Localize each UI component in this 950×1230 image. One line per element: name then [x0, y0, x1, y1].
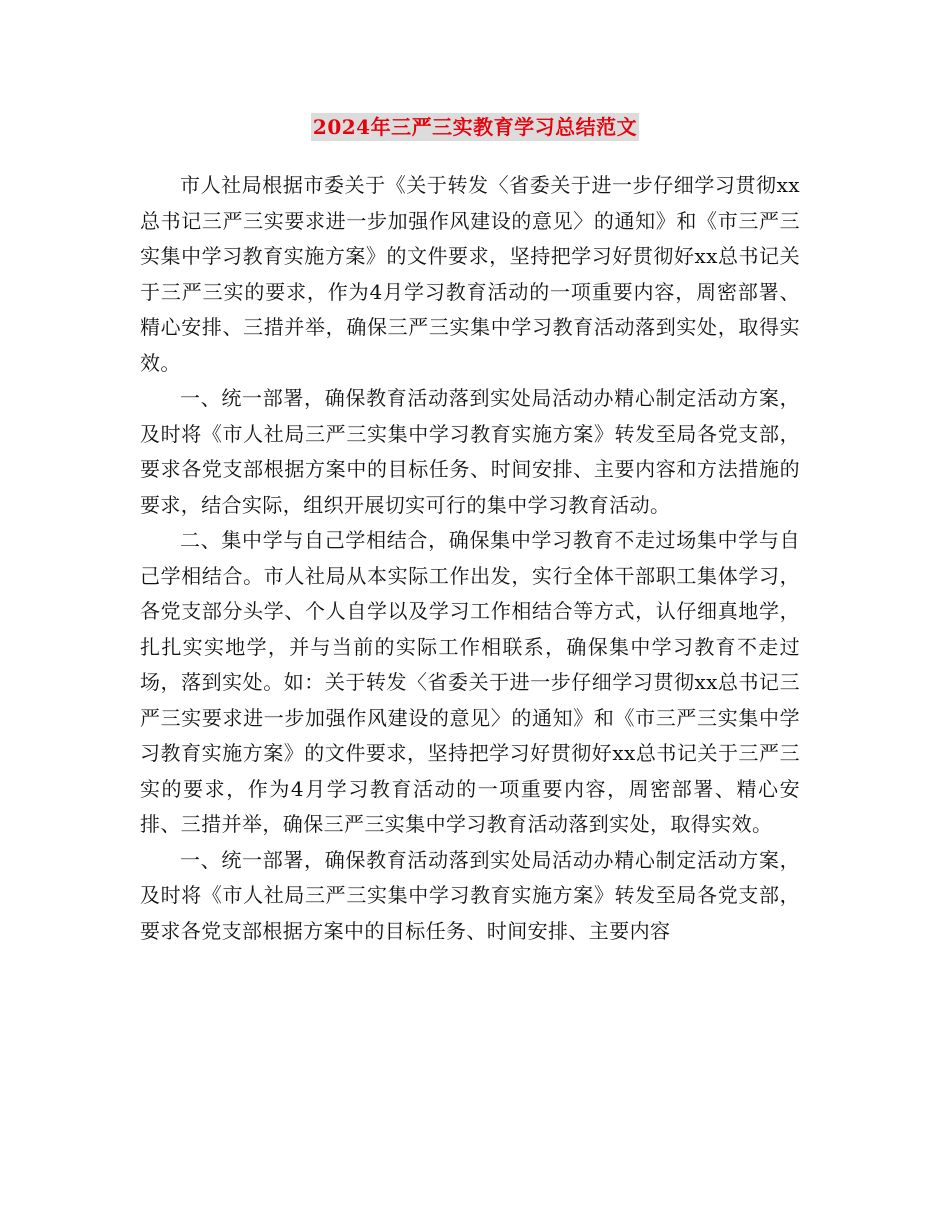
document-body — [140, 168, 800, 949]
paragraph-intro: 市人社局根据市委关于《关于转发〈省委关于进一步仔细学习贯彻xx总书记三严三实要求进一步加强作风建设的意见〉的通知》和《市三严三实集中学习教育实施方案》的文件要求，坚持把学习好贯彻好xx总书记关于三严三实的要求，作为4月学习教育活动的一项重要内容，周密部署、精心安排、三措并举，确保三严三实集中学习教育活动落到实处，取得实效。 — [140, 173, 800, 375]
title-container — [0, 113, 950, 141]
paragraph-section-1-repeat: 一、统一部署，确保教育活动落到实处局活动办精心制定活动方案，及时将《市人社局三严三实集中学习教育实施方案》转发至局各党支部，要求各党支部根据方案中的目标任务、时间安排、主要内容 — [140, 847, 800, 943]
paragraph-section-2: 二、集中学与自己学相结合，确保集中学习教育不走过场集中学与自己学相结合。市人社局从本实际工作出发，实行全体干部职工集体学习，各党支部分头学、个人自学以及学习工作相结合等方式，认仔细真地学，扎扎实实地学，并与当前的实际工作相联系，确保集中学习教育不走过场，落到实处。如：关于转发〈省委关于进一步仔细学习贯彻xx总书记三严三实要求进一步加强作风建设的意见〉的通知》和《市三严三实集中学习教育实施方案》的文件要求，坚持把学习好贯彻好xx总书记关于三严三实的要求，作为4月学习教育活动的一项重要内容，周密部署、精心安排、三措并举，确保三严三实集中学习教育活动落到实处，取得实效。 — [140, 528, 800, 836]
document-title: 2024年三严三实教育学习总结范文 — [312, 115, 638, 139]
paragraph-section-1: 一、统一部署，确保教育活动落到实处局活动办精心制定活动方案，及时将《市人社局三严三实集中学习教育实施方案》转发至局各党支部，要求各党支部根据方案中的目标任务、时间安排、主要内容和方法措施的要求，结合实际，组织开展切实可行的集中学习教育活动。 — [140, 386, 800, 517]
